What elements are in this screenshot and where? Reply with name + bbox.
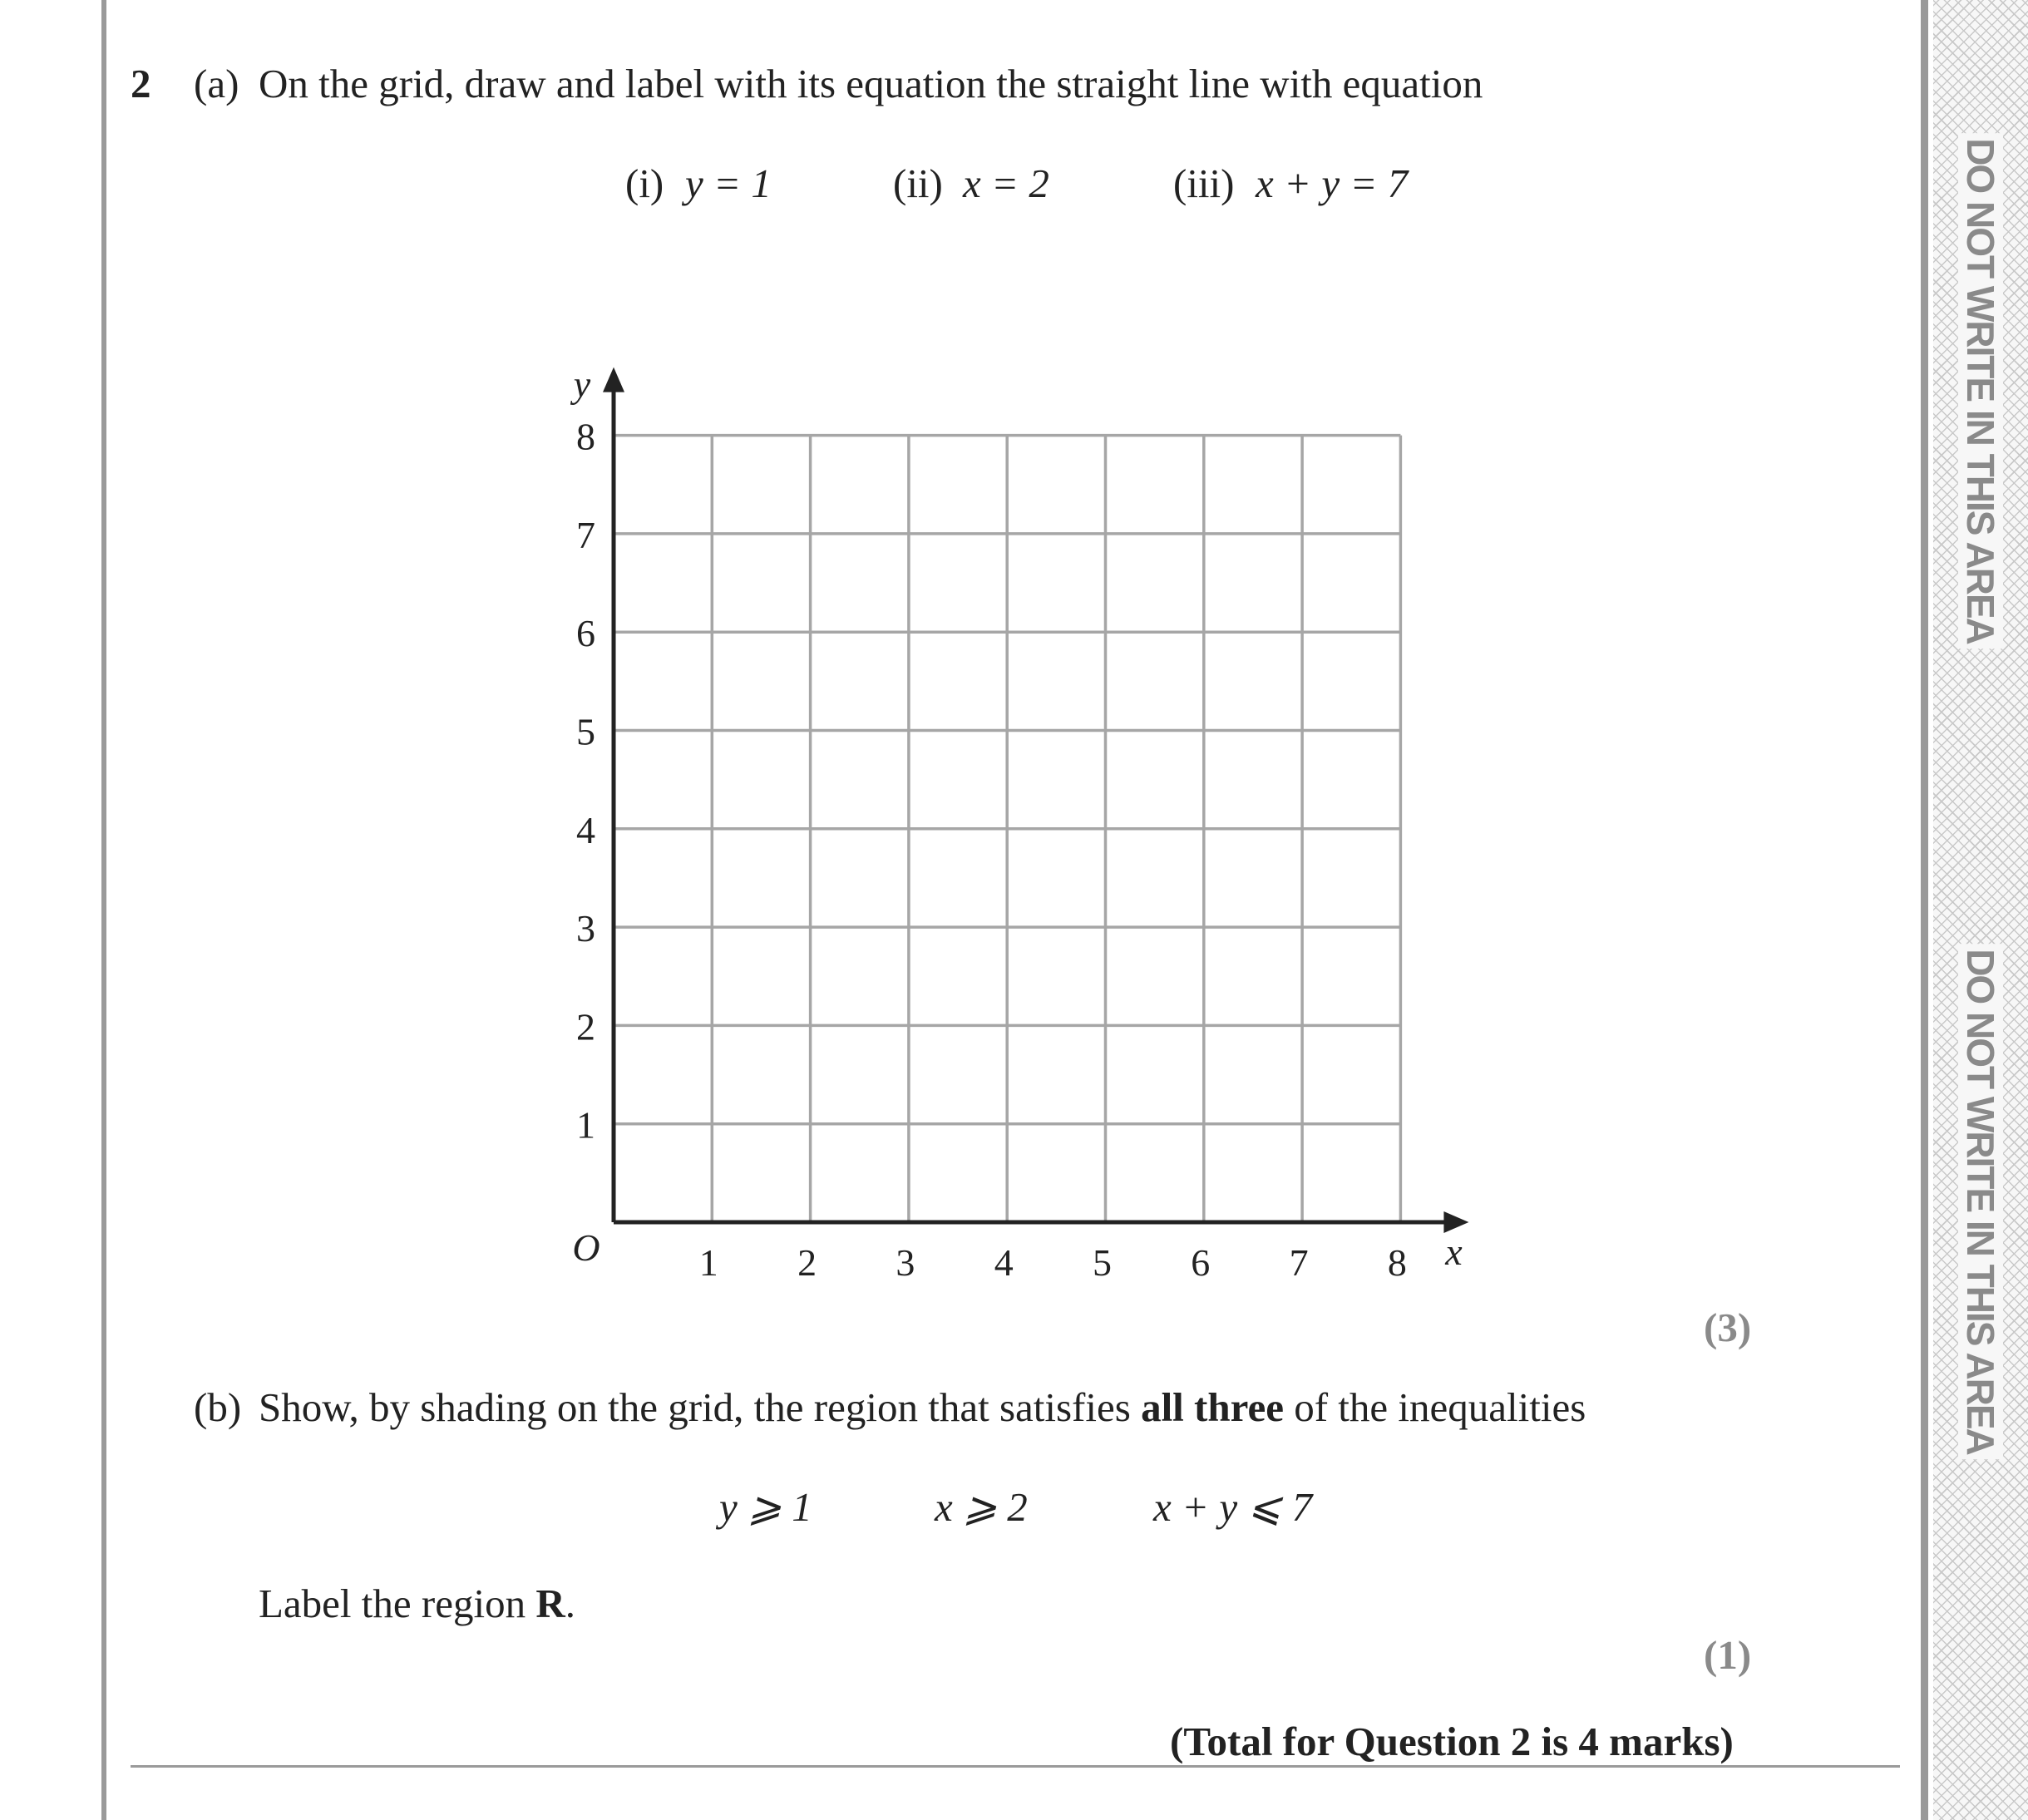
question-number: 2 <box>131 61 151 106</box>
y-tick-label: 5 <box>576 710 595 753</box>
label-region-start: Label the region <box>259 1581 536 1626</box>
part-b-instruction <box>259 1384 1586 1430</box>
x-tick-label: 8 <box>1387 1241 1407 1284</box>
part-b-instruction-bold: all three <box>1141 1384 1284 1430</box>
origin-label: O <box>572 1226 600 1269</box>
y-tick-label: 1 <box>576 1103 595 1147</box>
part-b-label: (b) <box>194 1384 242 1430</box>
part-a-instruction: On the grid, draw and label with its equation the straight line with equation <box>259 61 1483 106</box>
label-region-end: . <box>565 1581 575 1626</box>
y-axis-arrow-icon <box>603 367 624 392</box>
x-tick-label: 1 <box>698 1241 718 1284</box>
question-total: (Total for Question 2 is 4 marks) <box>1170 1719 1734 1764</box>
axes <box>603 367 1468 1233</box>
part-b-instruction-end: of the inequalities <box>1283 1384 1586 1430</box>
inequality-3: x + y ⩽ 7 <box>1153 1484 1313 1530</box>
inequality-2: x ⩾ 2 <box>935 1484 1028 1530</box>
grid-lines <box>614 436 1400 1222</box>
x-axis-label: x <box>1445 1231 1463 1273</box>
x-tick-label: 2 <box>797 1241 817 1284</box>
part-a-label: (a) <box>194 61 239 106</box>
y-tick-label: 8 <box>576 415 595 458</box>
x-tick-label: 4 <box>994 1241 1014 1284</box>
equation-ii-label: (ii) <box>893 160 943 206</box>
y-tick-label: 7 <box>576 513 595 556</box>
region-letter: R <box>535 1581 565 1626</box>
margin-warning-bottom: DO NOT WRITE IN THIS AREA <box>1958 944 2003 1459</box>
x-tick-label: 7 <box>1289 1241 1309 1284</box>
margin-warning-top: DO NOT WRITE IN THIS AREA <box>1958 133 2003 649</box>
inequality-1: y ⩾ 1 <box>719 1484 812 1530</box>
y-axis-label: y <box>573 363 591 406</box>
equation-i: y = 1 <box>685 160 772 206</box>
part-a-marks: (3) <box>1704 1305 1752 1350</box>
y-tick-label: 2 <box>576 1005 595 1048</box>
part-b-marks: (1) <box>1704 1632 1752 1678</box>
tick-labels <box>576 416 1407 1284</box>
y-tick-label: 4 <box>576 808 595 851</box>
y-tick-label: 3 <box>576 907 595 950</box>
y-tick-label: 6 <box>576 612 595 655</box>
part-b-instruction-start: Show, by shading on the grid, the region that satisfies <box>259 1384 1142 1430</box>
equation-i-label: (i) <box>625 160 664 206</box>
x-tick-label: 6 <box>1191 1241 1211 1284</box>
x-tick-label: 3 <box>896 1241 915 1284</box>
x-tick-label: 5 <box>1093 1241 1112 1284</box>
bottom-rule <box>131 1765 1900 1768</box>
equation-iii: x + y = 7 <box>1256 160 1409 206</box>
label-region-instruction <box>259 1583 575 1624</box>
equation-ii: x = 2 <box>963 160 1049 206</box>
equation-iii-label: (iii) <box>1173 160 1235 206</box>
